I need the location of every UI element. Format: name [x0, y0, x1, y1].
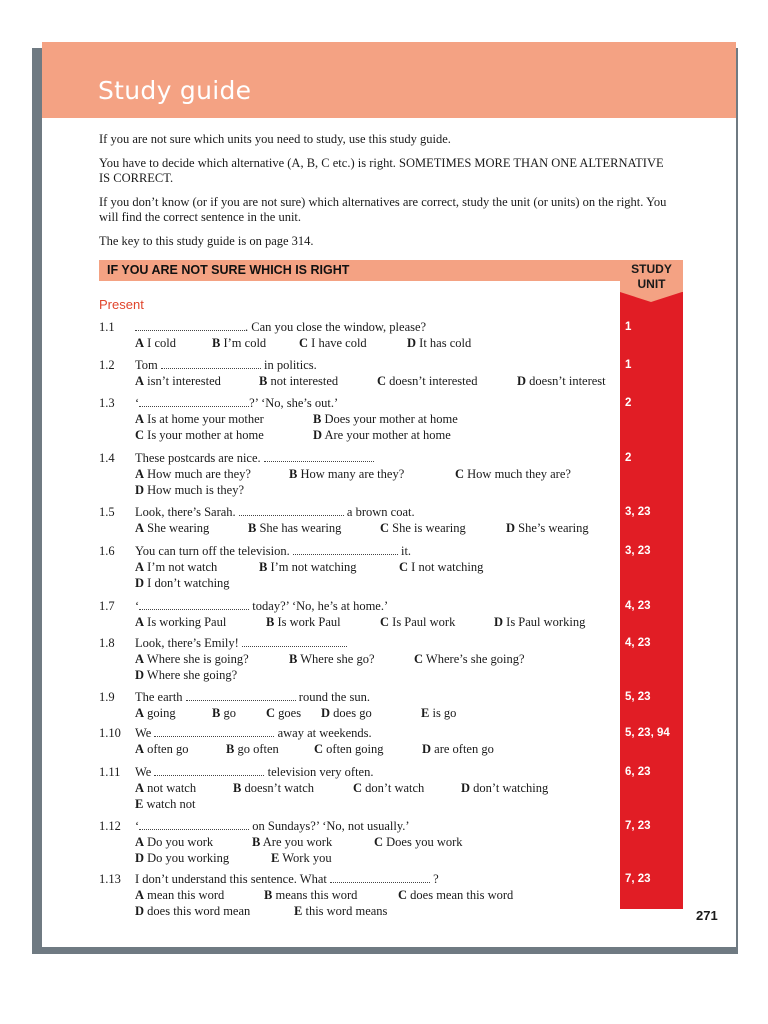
question-text [135, 689, 370, 705]
option-letter: A [135, 615, 145, 629]
option-letter: C [399, 560, 409, 574]
option-text: Does your mother at home [321, 412, 458, 426]
option-letter: B [248, 521, 257, 535]
option-c [266, 705, 301, 721]
option-c [377, 373, 477, 389]
option-text: She wearing [144, 521, 210, 535]
option-d [135, 903, 250, 919]
question-text-before: You can turn off the television. [135, 544, 293, 558]
option-letter: C [314, 742, 324, 756]
option-text: doesn’t interested [386, 374, 478, 388]
question-number: 1.10 [99, 726, 121, 740]
option-text: Are you work [260, 835, 333, 849]
intro-paragraph: The key to this study guide is on page 314. [99, 234, 314, 248]
option-letter: A [135, 412, 145, 426]
question-text [135, 450, 374, 466]
option-letter: A [135, 521, 145, 535]
answer-blank [330, 872, 430, 883]
option-d [494, 614, 585, 630]
option-letter: A [135, 652, 145, 666]
option-letter: D [407, 336, 417, 350]
option-letter: C [353, 781, 363, 795]
option-b [259, 373, 338, 389]
answer-blank [154, 765, 264, 776]
question-text-before: I don’t understand this sentence. What [135, 872, 330, 886]
study-unit-reference: 2 [625, 397, 632, 409]
question-number: 1.4 [99, 451, 115, 465]
option-text: isn’t interested [144, 374, 221, 388]
option-letter: C [380, 521, 390, 535]
option-text: don’t watch [362, 781, 425, 795]
option-b [264, 887, 357, 903]
option-letter: C [414, 652, 424, 666]
option-e [271, 850, 332, 866]
question-text-before: Look, there’s Emily! [135, 636, 242, 650]
intro-paragraph: You have to decide which alternative (A, B, C etc.) is right. SOMETIMES MORE THAN ONE ALTERNATIVE IS CORRECT. [99, 156, 664, 185]
intro-paragraph: If you are not sure which units you need to study, use this study guide. [99, 132, 451, 146]
option-text: She’s wearing [515, 521, 589, 535]
option-text: I’m not watch [144, 560, 218, 574]
option-text: I have cold [308, 336, 367, 350]
option-text: this word means [302, 904, 388, 918]
option-text: It has cold [416, 336, 472, 350]
option-c [414, 651, 525, 667]
option-c [299, 335, 367, 351]
option-letter: D [135, 904, 145, 918]
option-text: go often [234, 742, 279, 756]
option-text: How much are they? [144, 467, 251, 481]
option-d [313, 427, 451, 443]
option-text: is go [429, 706, 457, 720]
answer-blank [264, 451, 374, 462]
option-text: Where’s she going? [423, 652, 525, 666]
option-a [135, 559, 217, 575]
option-a [135, 705, 176, 721]
study-unit-reference: 3, 23 [625, 506, 651, 518]
option-text: I not watching [408, 560, 484, 574]
option-b [266, 614, 341, 630]
option-text: don’t watching [470, 781, 549, 795]
option-letter: D [321, 706, 331, 720]
option-d [506, 520, 589, 536]
option-d [135, 575, 230, 591]
option-letter: E [271, 851, 280, 865]
option-text: I don’t watching [144, 576, 230, 590]
answer-blank [293, 544, 398, 555]
option-text: going [144, 706, 176, 720]
option-letter: B [289, 652, 298, 666]
option-a [135, 834, 213, 850]
question-number: 1.1 [99, 320, 115, 334]
question-text-after: ? [429, 872, 439, 886]
option-text: are often go [431, 742, 494, 756]
option-letter: C [380, 615, 390, 629]
option-e [135, 796, 195, 812]
question-text-before: ‘ [135, 599, 140, 613]
option-text: does mean this word [407, 888, 514, 902]
option-text: not watch [144, 781, 197, 795]
study-unit-reference: 4, 23 [625, 600, 651, 612]
question-text-before: Look, there’s Sarah. [135, 505, 239, 519]
question-text-after: ?’ ‘No, she’s out.’ [249, 396, 339, 410]
study-unit-reference: 1 [625, 321, 632, 333]
question-text-after: away at weekends. [274, 726, 372, 740]
question-text [135, 871, 439, 887]
option-text: Do you work [144, 835, 214, 849]
option-a [135, 335, 176, 351]
option-text: Where she is going? [144, 652, 249, 666]
option-text: Is your mother at home [144, 428, 264, 442]
option-letter: D [135, 483, 145, 497]
option-text: Is work Paul [274, 615, 341, 629]
option-text: How many are they? [297, 467, 405, 481]
answer-blank [186, 690, 296, 701]
question-text-after: a brown coat. [343, 505, 415, 519]
option-c [398, 887, 513, 903]
option-letter: A [135, 560, 145, 574]
question-text-before: ‘ [135, 819, 140, 833]
question-text-before: These postcards are nice. [135, 451, 264, 465]
answer-blank [154, 726, 274, 737]
question-text [135, 319, 426, 335]
option-letter: C [377, 374, 387, 388]
question-text-after: it. [397, 544, 412, 558]
question-number: 1.5 [99, 505, 115, 519]
option-letter: B [212, 336, 221, 350]
option-b [212, 335, 266, 351]
option-text: does go [330, 706, 372, 720]
option-c [314, 741, 383, 757]
option-letter: D [494, 615, 504, 629]
option-letter: D [135, 851, 145, 865]
option-letter: C [135, 428, 145, 442]
option-text: Are your mother at home [322, 428, 451, 442]
option-letter: D [313, 428, 323, 442]
option-letter: E [135, 797, 144, 811]
option-letter: D [517, 374, 527, 388]
option-text: Do you working [144, 851, 230, 865]
option-b [233, 780, 314, 796]
answer-blank [161, 358, 261, 369]
option-a [135, 373, 221, 389]
option-b [289, 651, 375, 667]
option-d [407, 335, 471, 351]
option-letter: A [135, 888, 145, 902]
option-d [135, 667, 237, 683]
option-c [135, 427, 264, 443]
option-letter: C [398, 888, 408, 902]
intro-text [99, 132, 669, 258]
answer-blank [239, 505, 344, 516]
option-text: How much is they? [144, 483, 245, 497]
option-b [226, 741, 279, 757]
option-text: I cold [144, 336, 176, 350]
option-b [289, 466, 404, 482]
option-letter: A [135, 336, 145, 350]
option-text: go [220, 706, 236, 720]
intro-paragraph: If you don’t know (or if you are not sure) which alternatives are correct, study the unit (or units) on the right. You will find the correct sentence in the unit. [99, 195, 667, 224]
question-text [135, 357, 317, 373]
study-unit-reference: 5, 23 [625, 691, 651, 703]
option-a [135, 466, 251, 482]
option-b [259, 559, 357, 575]
option-letter: B [259, 374, 268, 388]
option-letter: B [233, 781, 242, 795]
header-band [42, 42, 736, 118]
option-letter: E [294, 904, 303, 918]
question-text-before: Tom [135, 358, 161, 372]
study-unit-reference: 2 [625, 452, 632, 464]
option-letter: C [266, 706, 276, 720]
option-c [455, 466, 571, 482]
option-letter: C [374, 835, 384, 849]
study-unit-reference: 6, 23 [625, 766, 651, 778]
option-letter: A [135, 835, 145, 849]
question-number: 1.7 [99, 599, 115, 613]
option-letter: A [135, 467, 145, 481]
answer-blank [242, 636, 347, 647]
question-text [135, 635, 347, 651]
question-text-after: today?’ ‘No, he’s at home.’ [249, 599, 389, 613]
option-text: often going [323, 742, 384, 756]
question-text [135, 764, 373, 780]
option-b [313, 411, 458, 427]
option-letter: D [135, 668, 145, 682]
option-letter: A [135, 781, 145, 795]
question-number: 1.12 [99, 819, 121, 833]
question-text [135, 818, 410, 834]
option-b [252, 834, 332, 850]
option-a [135, 780, 196, 796]
answer-blank [139, 819, 249, 830]
option-d [135, 850, 229, 866]
study-unit-reference: 3, 23 [625, 545, 651, 557]
option-text: goes [275, 706, 302, 720]
option-c [380, 614, 455, 630]
option-a [135, 651, 249, 667]
question-text-after: television very often. [264, 765, 374, 779]
question-number: 1.9 [99, 690, 115, 704]
option-text: Does you work [383, 835, 463, 849]
option-text: She is wearing [389, 521, 466, 535]
option-letter: B [252, 835, 261, 849]
study-unit-reference: 5, 23, 94 [625, 727, 670, 739]
page-number: 271 [696, 908, 718, 923]
option-d [517, 373, 606, 389]
question-text [135, 598, 388, 614]
option-letter: A [135, 742, 145, 756]
question-number: 1.13 [99, 872, 121, 886]
option-letter: D [135, 576, 145, 590]
option-b [248, 520, 341, 536]
option-letter: C [455, 467, 465, 481]
option-letter: D [422, 742, 432, 756]
option-letter: E [421, 706, 430, 720]
option-d [422, 741, 494, 757]
answer-blank [139, 599, 249, 610]
column-header-label: IF YOU ARE NOT SURE WHICH IS RIGHT [107, 263, 350, 277]
option-text: Work you [279, 851, 332, 865]
option-text: does this word mean [144, 904, 251, 918]
column-header [99, 260, 620, 281]
option-a [135, 411, 264, 427]
question-text-before: The earth [135, 690, 186, 704]
option-c [353, 780, 424, 796]
option-text: doesn’t interest [526, 374, 606, 388]
option-letter: B [313, 412, 322, 426]
option-text: Is Paul working [503, 615, 586, 629]
question-text-after: round the sun. [295, 690, 370, 704]
option-text: mean this word [144, 888, 225, 902]
question-text-before: We [135, 726, 155, 740]
option-b [212, 705, 236, 721]
option-letter: B [212, 706, 221, 720]
option-text: Is working Paul [144, 615, 227, 629]
question-text [135, 725, 372, 741]
option-text: Is Paul work [389, 615, 456, 629]
question-text-after: in politics. [260, 358, 317, 372]
answer-blank [139, 396, 249, 407]
option-letter: A [135, 706, 145, 720]
question-text-after: on Sundays?’ ‘No, not usually.’ [249, 819, 410, 833]
study-unit-arrow [620, 292, 682, 302]
study-unit-reference: 1 [625, 359, 632, 371]
option-text: means this word [272, 888, 358, 902]
option-letter: B [264, 888, 273, 902]
option-text: Where she going? [144, 668, 238, 682]
option-letter: B [226, 742, 235, 756]
option-text: I’m not watching [267, 560, 357, 574]
question-number: 1.3 [99, 396, 115, 410]
option-c [380, 520, 466, 536]
option-letter: D [506, 521, 516, 535]
option-d [321, 705, 372, 721]
question-text [135, 504, 415, 520]
study-unit-header: STUDY UNIT [620, 260, 683, 292]
option-letter: C [299, 336, 309, 350]
option-letter: B [289, 467, 298, 481]
option-text: Where she go? [297, 652, 375, 666]
option-a [135, 614, 226, 630]
answer-blank [135, 320, 245, 331]
question-text [135, 395, 338, 411]
page [42, 42, 736, 947]
option-text: doesn’t watch [241, 781, 315, 795]
question-number: 1.11 [99, 765, 121, 779]
question-number: 1.6 [99, 544, 115, 558]
option-d [135, 482, 244, 498]
option-text: watch not [143, 797, 196, 811]
option-letter: B [266, 615, 275, 629]
option-text: not interested [267, 374, 339, 388]
option-text: I’m cold [220, 336, 267, 350]
question-text-before: We [135, 765, 155, 779]
option-e [294, 903, 387, 919]
option-a [135, 520, 209, 536]
option-e [421, 705, 456, 721]
option-c [399, 559, 483, 575]
question-text-before: ‘ [135, 396, 140, 410]
question-number: 1.8 [99, 636, 115, 650]
page-title: Study guide [98, 76, 252, 105]
option-text: often go [144, 742, 189, 756]
option-d [461, 780, 548, 796]
option-text: How much they are? [464, 467, 571, 481]
option-letter: D [461, 781, 471, 795]
section-title: Present [99, 297, 144, 312]
option-text: She has wearing [256, 521, 342, 535]
option-a [135, 887, 224, 903]
question-text-after: . Can you close the window, please? [245, 320, 427, 334]
option-a [135, 741, 188, 757]
study-unit-reference: 7, 23 [625, 820, 651, 832]
question-text [135, 543, 411, 559]
question-number: 1.2 [99, 358, 115, 372]
option-letter: B [259, 560, 268, 574]
option-letter: A [135, 374, 145, 388]
study-unit-reference: 7, 23 [625, 873, 651, 885]
option-text: Is at home your mother [144, 412, 264, 426]
option-c [374, 834, 463, 850]
study-unit-reference: 4, 23 [625, 637, 651, 649]
